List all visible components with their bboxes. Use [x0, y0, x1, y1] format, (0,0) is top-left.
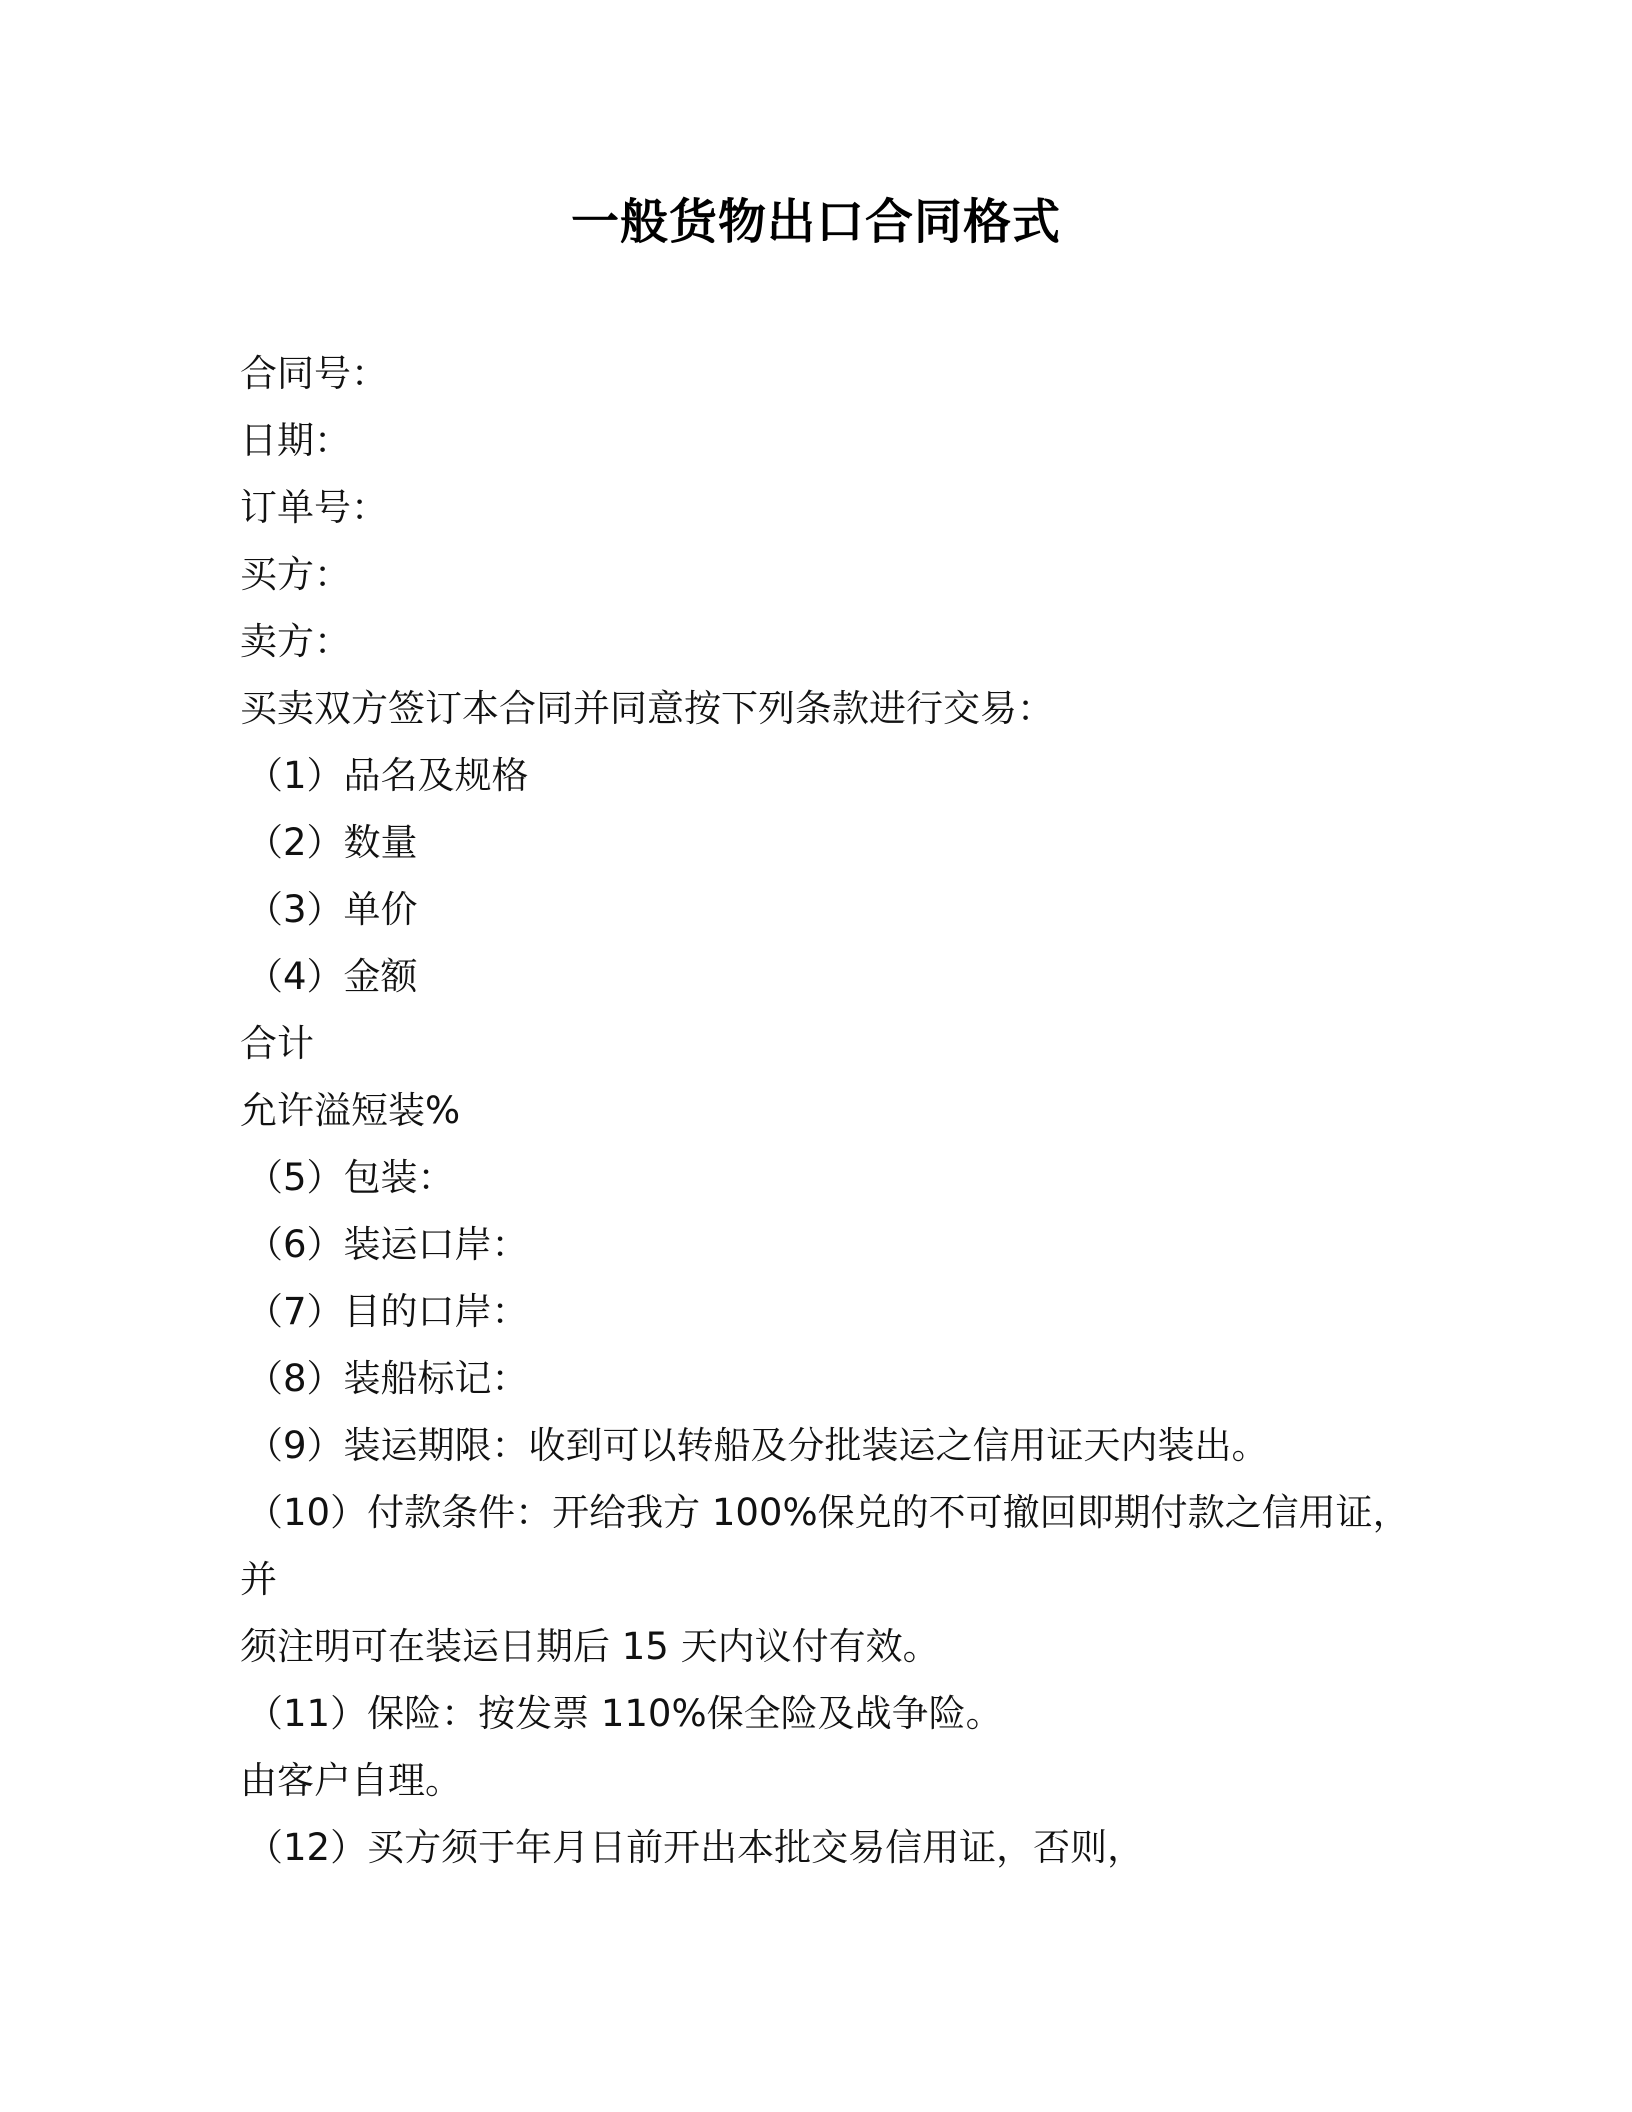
document-body: [240, 340, 1410, 1881]
agreement-intro-line: 买卖双方签订本合同并同意按下列条款进行交易：: [240, 687, 1054, 730]
clause-9-line: （9）装运期限：收到可以转船及分批装运之信用证天内装出。: [246, 1424, 1269, 1467]
clause-6-line: （6）装运口岸：: [246, 1223, 529, 1266]
clause-11-detail-line: 由客户自理。: [240, 1759, 462, 1802]
seller-line: 卖方：: [240, 620, 351, 663]
date-line: 日期：: [240, 419, 351, 462]
clause-10-line: （10）付款条件：开给我方 100%保兑的不可撤回即期付款之信用证，: [246, 1491, 1410, 1534]
document-title: 一般货物出口合同格式: [570, 194, 1061, 250]
clause-4-line: （4）金额: [246, 955, 418, 998]
clause-12-line: （12）买方须于年月日前开出本批交易信用证，否则，: [246, 1826, 1145, 1869]
clause-3-line: （3）单价: [246, 888, 418, 931]
clause-8-line: （8）装船标记：: [246, 1357, 529, 1400]
clause-7-line: （7）目的口岸：: [246, 1290, 529, 1333]
clause-11-line: （11）保险：按发票 110%保全险及战争险。: [246, 1692, 1003, 1735]
buyer-line: 买方：: [240, 553, 351, 596]
order-number-line: 订单号：: [240, 486, 388, 529]
clause-5-line: （5）包装：: [246, 1156, 455, 1199]
clause-10-detail-line: 须注明可在装运日期后 15 天内议付有效。: [240, 1625, 940, 1668]
tolerance-line: 允许溢短装%: [240, 1089, 461, 1132]
clause-2-line: （2）数量: [246, 821, 418, 864]
clause-10-continuation-line: 并: [240, 1558, 277, 1601]
clause-1-line: （1）品名及规格: [246, 754, 529, 797]
contract-number-line: 合同号：: [240, 352, 388, 395]
total-line: 合计: [240, 1022, 314, 1065]
